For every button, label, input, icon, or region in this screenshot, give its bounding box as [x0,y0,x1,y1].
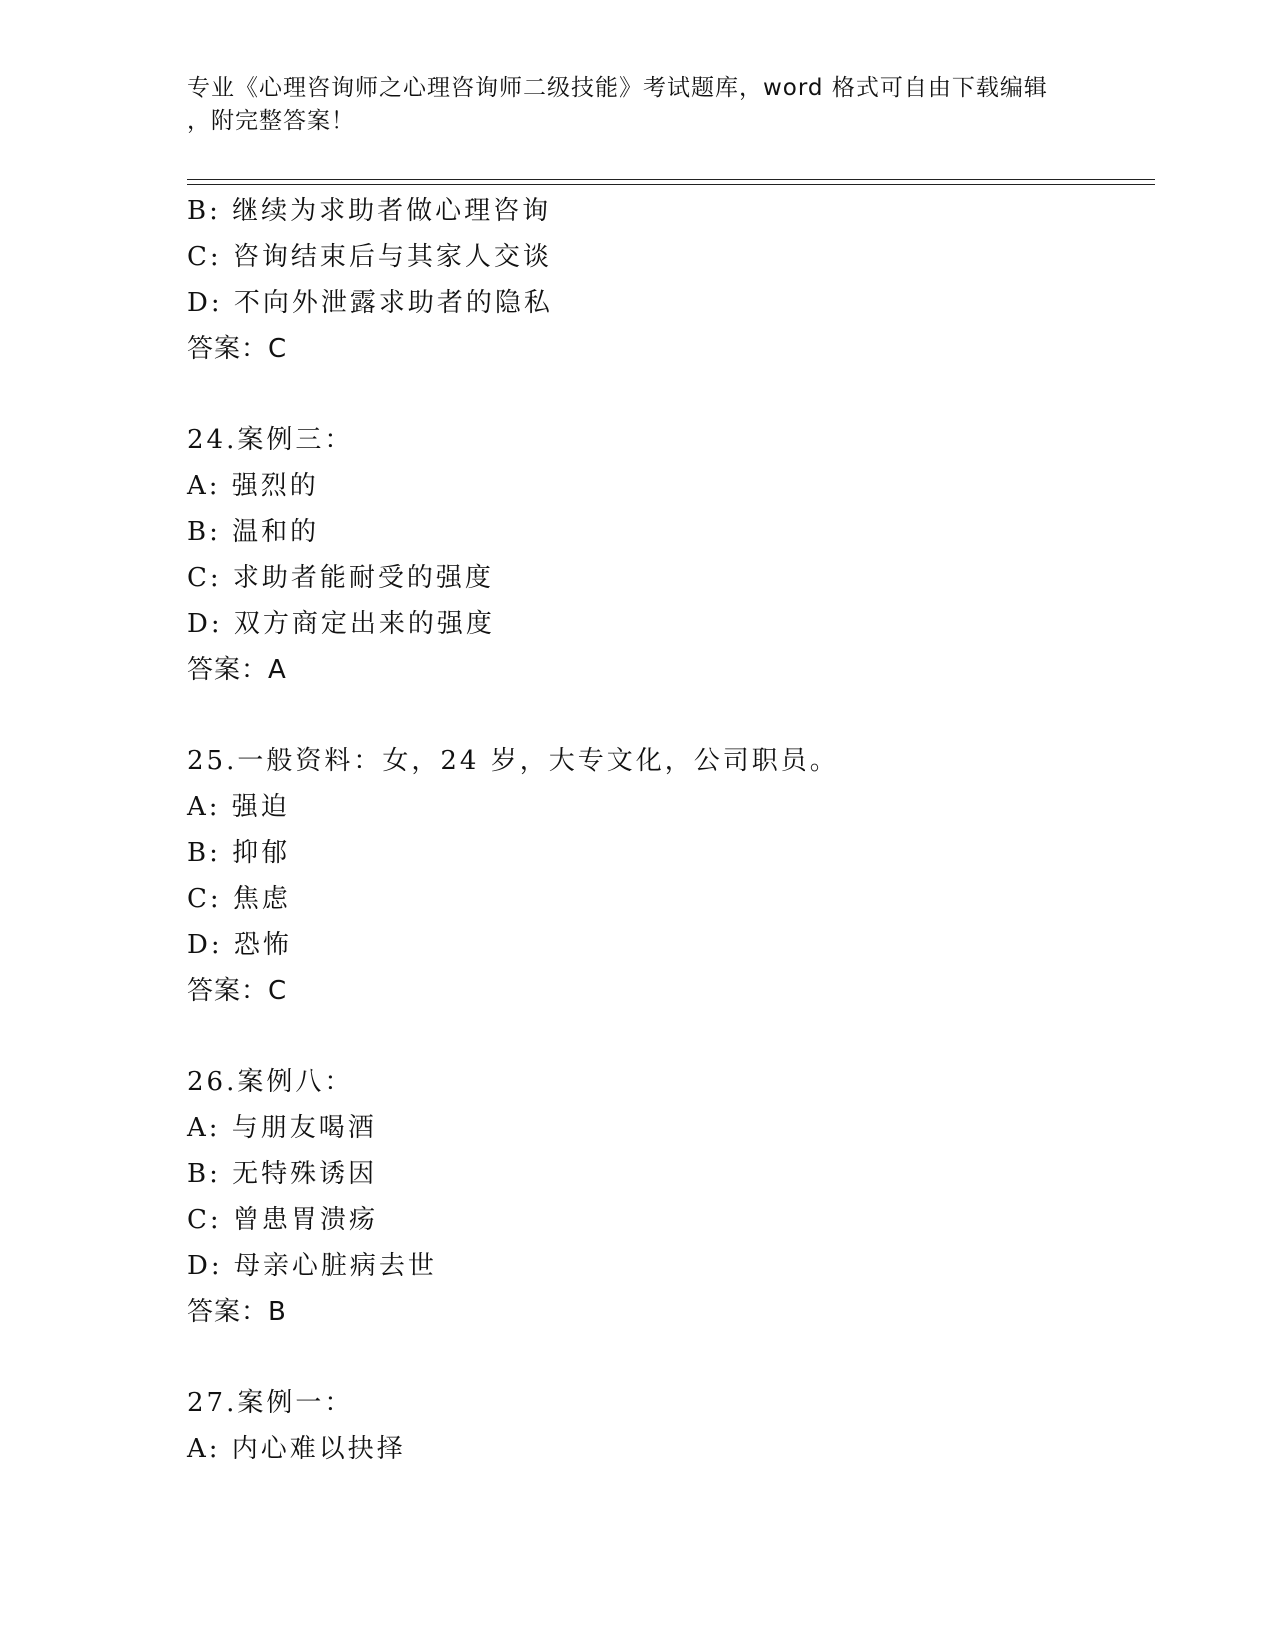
option-d: D: 不向外泄露求助者的隐私 [187,288,553,318]
header-line-2: ，附完整答案！ [187,108,355,134]
option-b: B: 继续为求助者做心理咨询 [187,196,552,226]
option-b: B: 无特殊诱因 [187,1159,378,1189]
answer-line: 答案：C [187,976,288,1006]
option-b: B: 温和的 [187,517,320,547]
option-b: B: 抑郁 [187,838,291,868]
option-a: A: 与朋友喝酒 [187,1113,377,1143]
question-title: 25.一般资料：女，24 岁，大专文化，公司职员。 [187,746,839,776]
header-rule-bottom [187,184,1155,185]
question-title: 27.案例一： [187,1388,354,1418]
header-line-1: 专业《心理咨询师之心理咨询师二级技能》考试题库，word 格式可自由下载编辑 [187,75,1048,101]
option-d: D: 恐怖 [187,930,292,960]
question-24 [187,417,1147,693]
option-a: A: 强迫 [187,792,290,822]
partial-question [187,188,1147,372]
option-c: C: 焦虑 [187,884,291,914]
answer-line: 答案：C [187,334,288,364]
question-25 [187,738,1147,1014]
document-header [187,72,1107,138]
question-title: 24.案例三： [187,425,354,455]
option-c: C: 曾患胃溃疡 [187,1205,378,1235]
question-26 [187,1059,1147,1335]
option-a: A: 强烈的 [187,471,319,501]
question-title: 26.案例八： [187,1067,354,1097]
answer-line: 答案：B [187,1297,287,1327]
option-d: D: 母亲心脏病去世 [187,1251,437,1281]
answer-line: 答案：A [187,655,287,685]
question-27 [187,1380,1147,1472]
option-d: D: 双方商定出来的强度 [187,609,495,639]
option-c: C: 求助者能耐受的强度 [187,563,494,593]
header-rule-top [187,179,1155,180]
option-a: A: 内心难以抉择 [187,1434,406,1464]
question-list [187,188,1147,1472]
option-c: C: 咨询结束后与其家人交谈 [187,242,552,272]
